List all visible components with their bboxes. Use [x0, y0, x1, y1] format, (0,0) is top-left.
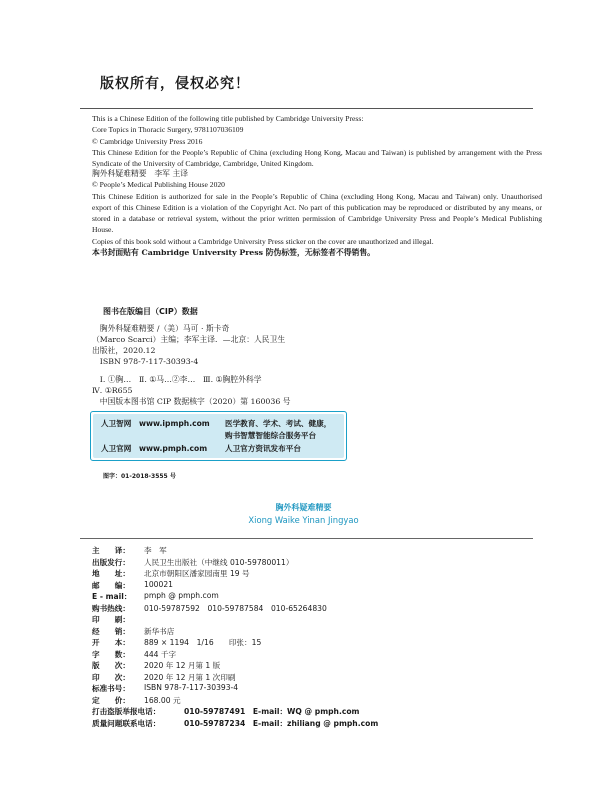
- ipmph-label: 人卫智网 www.ipmph.com: [101, 419, 210, 428]
- colophon-label: 定 价：: [92, 695, 130, 705]
- registration-number: 图字：01-2018-3555 号: [103, 473, 176, 480]
- cip-line: （Marco Scarci）主编；李军主译．—北京：人民卫生: [92, 335, 286, 344]
- pmph-desc: 人卫官方资讯发布平台: [225, 444, 301, 453]
- platform-info-panel: [93, 414, 344, 458]
- cip-line: 出版社，2020.12: [92, 346, 156, 355]
- colophon-label: 购书热线：: [92, 603, 130, 613]
- english-edition-block: [92, 113, 542, 169]
- book-title-cn: 胸外科疑难精要: [275, 503, 332, 512]
- colophon-value: 人民卫生出版社（中继线 010-59780011）: [144, 557, 294, 567]
- colophon-value: 李 军: [144, 546, 167, 555]
- license-line: 本书封面贴有 Cambridge University Press 防伪标签，无标签者不得销售。: [92, 248, 375, 258]
- license-block: [92, 168, 542, 258]
- license-line: 胸外科疑难精要 李军 主译: [92, 169, 189, 178]
- book-title-pinyin: Xiong Waike Yinan Jingyao: [248, 515, 359, 525]
- colophon-label: 版 次：: [92, 661, 130, 670]
- colophon-value: ISBN 978-7-117-30393-4: [144, 683, 239, 692]
- colophon-value: 010-59787234 E-mail：zhiliang @ pmph.com: [184, 718, 379, 728]
- colophon-label: 出版发行：: [92, 557, 130, 567]
- colophon-value: 2020 年 12 月第 1 次印刷: [144, 672, 236, 682]
- pmph-label: 人卫官网 www.pmph.com: [101, 444, 208, 453]
- colophon-value: 444 千字: [144, 649, 177, 659]
- ipmph-desc-2: 购书智慧智能综合服务平台: [225, 431, 317, 440]
- license-line: This Chinese Edition is authorized for sale in the People’s Republic of China (excluding Hong Kong, Macau and Taiwan) only. Unauthorised export of this Chinese Edition is a violation of the Copyright Act. No part of this publication may be reproduced or distributed by any means, or stored in a database or retrieval system, without the prior written permission of Cambridge University Press and People’s Medical Publishing House.: [92, 191, 542, 235]
- colophon-value: 2020 年 12 月第 1 版: [144, 661, 221, 670]
- license-line: Copies of this book sold without a Cambridge University Press sticker on the cover are unauthorized and illegal.: [92, 236, 434, 246]
- cip-line: Ⅳ. ①R655: [92, 386, 133, 395]
- cip-line: ISBN 978-7-117-30393-4: [92, 357, 199, 366]
- colophon-value: 010-59787592 010-59787584 010-65264830: [144, 603, 327, 613]
- colophon-value: 新华书店: [144, 626, 175, 636]
- en-line: © Cambridge University Press 2016: [92, 136, 203, 146]
- colophon-label: 地 址：: [92, 569, 130, 578]
- colophon-label: 开 本：: [92, 638, 130, 647]
- page-heading: 版权所有，侵权必究！: [100, 76, 250, 92]
- colophon-label: 字 数：: [92, 649, 130, 659]
- colophon-label: 主 译：: [92, 546, 130, 555]
- colophon-label: 邮 编：: [92, 580, 130, 590]
- en-line: Core Topics in Thoracic Surgery, 9781107036109: [92, 125, 244, 135]
- colophon-value: 889 × 1194 1/16 印张：15: [144, 638, 262, 647]
- cip-line: 胸外科疑难精要 /（美）马可 · 斯卡奇: [92, 324, 230, 333]
- colophon-label: 标准书号：: [92, 684, 130, 693]
- en-line: This Chinese Edition for the People’s Republic of China (excluding Hong Kong, Macau and Taiwan) is published by arrangement with the Press Syndicate of the University of Cambridge, Cambridge, United Kingdom.: [92, 147, 542, 169]
- colophon-label: 印 刷：: [92, 615, 130, 624]
- colophon-value: 010-59787491 E-mail：WQ @ pmph.com: [184, 707, 360, 716]
- colophon-label: 质量问题联系电话：: [92, 718, 161, 728]
- platform-info-box: [90, 411, 347, 461]
- colophon-value: 北京市朝阳区潘家园南里 19 号: [144, 569, 250, 578]
- top-divider: [80, 108, 533, 109]
- colophon-label: 印 次：: [92, 672, 130, 682]
- ipmph-desc: 医学教育、学术、考试、健康，: [225, 419, 332, 428]
- license-line: © People’s Medical Publishing House 2020: [92, 180, 225, 190]
- colophon-label: 打击盗版举报电话：: [92, 707, 161, 716]
- colophon-label: 经 销：: [92, 626, 130, 636]
- en-line: This is a Chinese Edition of the following title published by Cambridge University Press:: [92, 114, 364, 123]
- cip-line: 中国版本图书馆 CIP 数据核字（2020）第 160036 号: [92, 397, 291, 406]
- bottom-divider: [80, 538, 533, 539]
- colophon-value: pmph @ pmph.com: [144, 591, 219, 600]
- cip-title: 图书在版编目（CIP）数据: [103, 307, 198, 316]
- colophon-value: 100021: [144, 579, 173, 589]
- colophon-value: 168.00 元: [144, 695, 181, 705]
- colophon-label: E - mail：: [92, 592, 132, 601]
- cip-line: Ⅰ. ①胸… Ⅱ. ①马…②李… Ⅲ. ①胸腔外科学: [92, 375, 262, 384]
